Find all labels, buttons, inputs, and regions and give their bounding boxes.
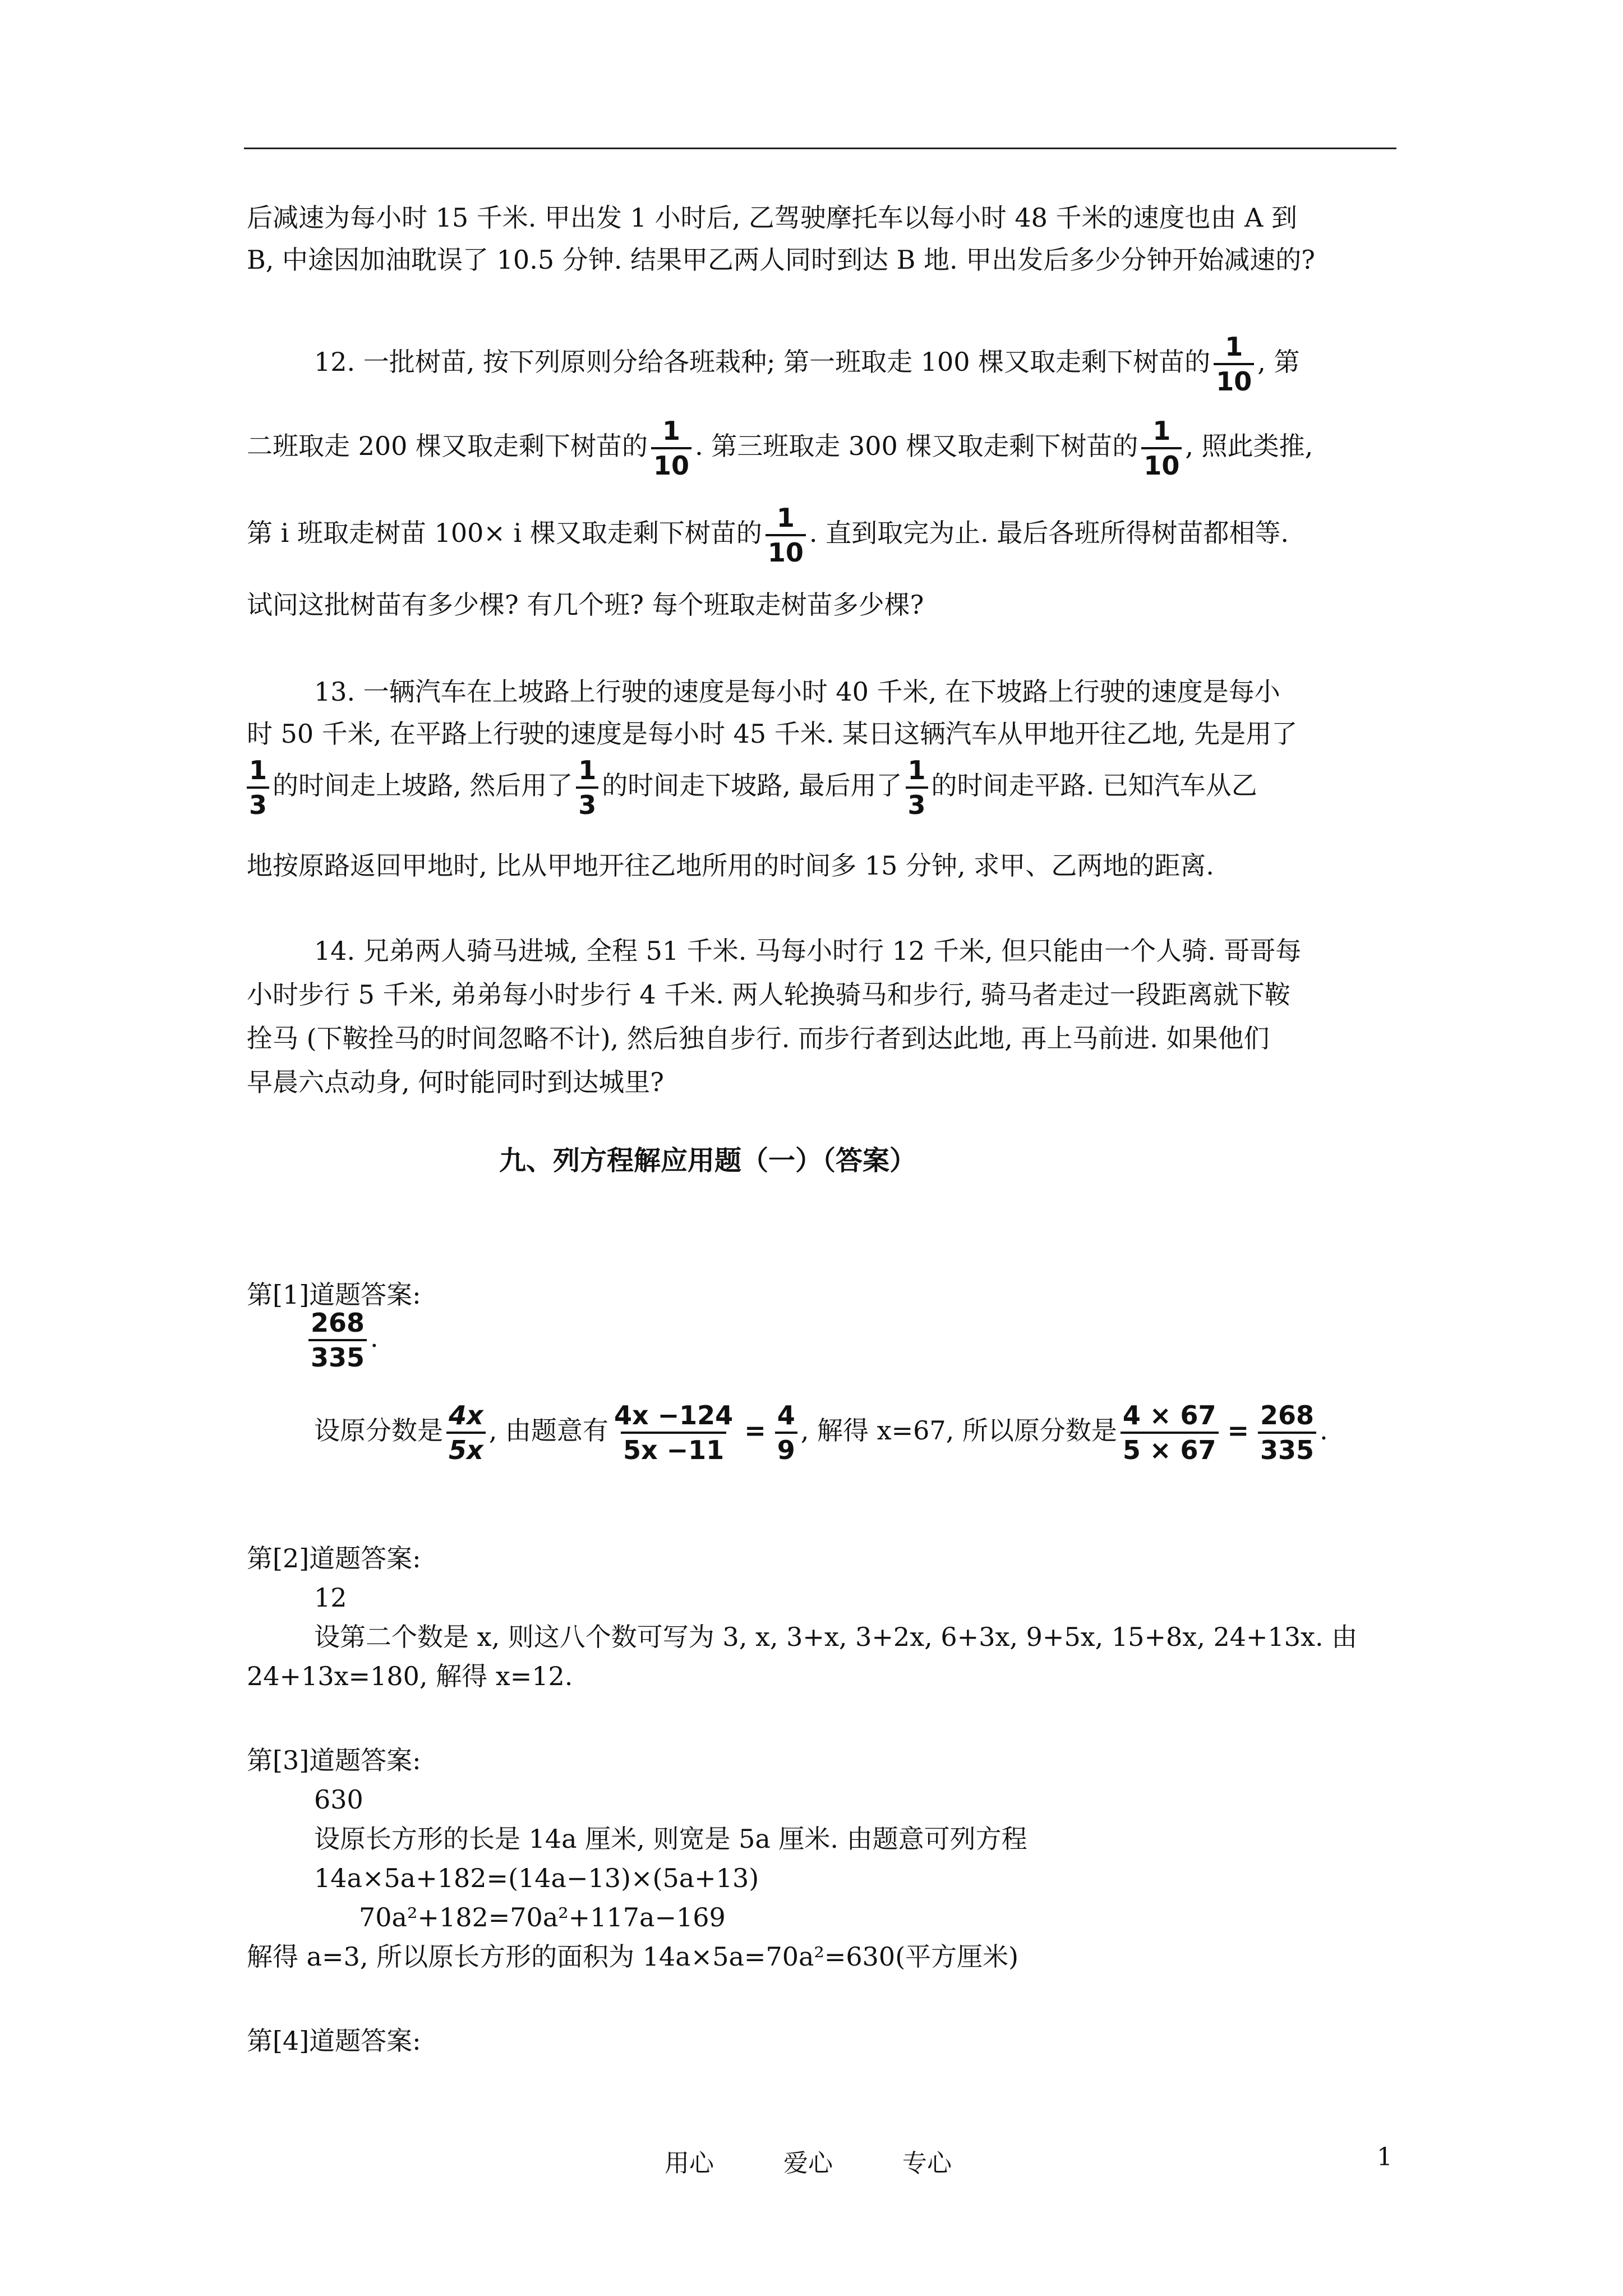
problem-12-line-2: 二班取走 200 棵又取走剩下树苗的 $\frac{1}{10}$ . 第三班取走 300 棵又取走剩下树苗的 $\frac{1}{10}$ , 照此类推,: [247, 416, 1313, 481]
fraction-one-tenth: $\frac{1}{10}$: [1214, 334, 1254, 394]
fraction-one-tenth: $\frac{1}{10}$: [1141, 418, 1182, 478]
problem-13-line-1: 13. 一辆汽车在上坡路上行驶的速度是每小时 40 千米, 在下坡路上行驶的速度是每小: [314, 677, 1280, 707]
answer-1-title: 第[1]道题答案:: [247, 1280, 421, 1310]
answer-1-result: $\frac{268}{335}$ .: [308, 1310, 379, 1370]
problem-13-line-3: $\frac{1}{3}$ 的时间走上坡路, 然后用了 $\frac{1}{3}$ 的时间走下坡路, 最后用了 $\frac{1}{3}$ 的时间走平路. 已知汽车从乙: [247, 757, 1257, 818]
answer-3-line-1: 设原长方形的长是 14a 厘米, 则宽是 5a 厘米. 由题意可列方程: [314, 1824, 1027, 1854]
answer-4-title: 第[4]道题答案:: [247, 2026, 421, 2056]
answer-2-line-2: 24+13x=180, 解得 x=12.: [247, 1661, 573, 1691]
answer-2-title: 第[2]道题答案:: [247, 1543, 421, 1573]
answer-1-explanation: 设原分数是 $\frac{4x}{5x}$ , 由题意有 $\frac{4x -124}{5x -11}$ = $\frac{4}{9}$ , 解得 x=67, 所以原分数是 $\frac{4 \times 67}{5 \times 67}$ = $\frac{268}{335}$ .: [314, 1400, 1328, 1465]
answer-3-title: 第[3]道题答案:: [247, 1745, 421, 1775]
fraction-four-ninths: $\frac{4}{9}$: [775, 1402, 797, 1463]
equals-sign: =: [1227, 1415, 1249, 1446]
fraction-one-tenth: $\frac{1}{10}$: [766, 505, 806, 565]
answer-2-line-1: 设第二个数是 x, 则这八个数可写为 3, x, 3+x, 3+2x, 6+3x, 9+5x, 15+8x, 24+13x. 由: [314, 1622, 1358, 1652]
problem-11-line-1: 后减速为每小时 15 千米. 甲出发 1 小时后, 乙驾驶摩托车以每小时 48 千米的速度也由 A 到: [247, 203, 1298, 233]
fraction-4x67-5x67: $\frac{4 \times 67}{5 \times 67}$: [1121, 1402, 1219, 1463]
problem-13-line-2: 时 50 千米, 在平路上行驶的速度是每小时 45 千米. 某日这辆汽车从甲地开往乙地, 先是用了: [247, 719, 1298, 749]
fraction-268-335: $\frac{268}{335}$: [308, 1310, 367, 1370]
answer-2-result: 12: [314, 1582, 347, 1613]
header-rule: [244, 148, 1396, 149]
problem-12-text: 12. 一批树苗, 按下列原则分给各班栽种; 第一班取走 100 棵又取走剩下树苗的: [314, 347, 1211, 377]
section-title: 九、列方程解应用题（一）（答案）: [499, 1145, 917, 1176]
equals-sign: =: [744, 1415, 766, 1446]
footer-item: 用心: [665, 2149, 714, 2178]
answer-3-line-4: 解得 a=3, 所以原长方形的面积为 14a×5a=70a²=630(平方厘米): [247, 1941, 1019, 1972]
problem-14-line-1: 14. 兄弟两人骑马进城, 全程 51 千米. 马每小时行 12 千米, 但只能由一个人骑. 哥哥每: [314, 936, 1302, 966]
footer-item: 专心: [902, 2149, 952, 2178]
fraction-268-335: $\frac{268}{335}$: [1258, 1402, 1316, 1463]
fraction-equation-left: $\frac{4x -124}{5x -11}$: [614, 1400, 734, 1465]
page-number: 1: [1377, 2143, 1393, 2171]
problem-13-line-4: 地按原路返回甲地时, 比从甲地开往乙地所用的时间多 15 分钟, 求甲、乙两地的距离.: [247, 850, 1214, 881]
answer-3-result: 630: [314, 1784, 363, 1815]
answer-3-line-3: 70a²+182=70a²+117a−169: [359, 1902, 726, 1932]
fraction-one-third: $\frac{1}{3}$: [576, 757, 598, 818]
answer-3-line-2: 14a×5a+182=(14a−13)×(5a+13): [314, 1863, 759, 1893]
problem-12-line-3: 第 i 班取走树苗 100× i 棵又取走剩下树苗的 $\frac{1}{10}$ . 直到取完为止. 最后各班所得树苗都相等.: [247, 503, 1289, 568]
problem-14-line-3: 拴马 (下鞍拴马的时间忽略不计), 然后独自步行. 而步行者到达此地, 再上马前进. 如果他们: [247, 1023, 1270, 1053]
problem-14-line-4: 早晨六点动身, 何时能同时到达城里?: [247, 1067, 664, 1097]
problem-11-line-2: B, 中途因加油耽误了 10.5 分钟. 结果甲乙两人同时到达 B 地. 甲出发后多少分钟开始减速的?: [247, 245, 1315, 275]
fraction-one-third: $\frac{1}{3}$: [247, 757, 269, 818]
footer-item: 爱心: [783, 2149, 833, 2178]
problem-12-line-1: 12. 一批树苗, 按下列原则分给各班栽种; 第一班取走 100 棵又取走剩下树苗的 $\frac{1}{10}$ , 第: [314, 332, 1300, 397]
problem-14-line-2: 小时步行 5 千米, 弟弟每小时步行 4 千米. 两人轮换骑马和步行, 骑马者走过一段距离就下鞍: [247, 979, 1290, 1010]
problem-12-line-4: 试问这批树苗有多少棵? 有几个班? 每个班取走树苗多少棵?: [247, 590, 924, 620]
page-footer: [665, 2143, 1013, 2179]
fraction-one-tenth: $\frac{1}{10}$: [651, 418, 691, 478]
fraction-one-third: $\frac{1}{3}$: [906, 757, 928, 818]
fraction-4x-5x: $\frac{4x}{5x}$: [446, 1402, 486, 1463]
